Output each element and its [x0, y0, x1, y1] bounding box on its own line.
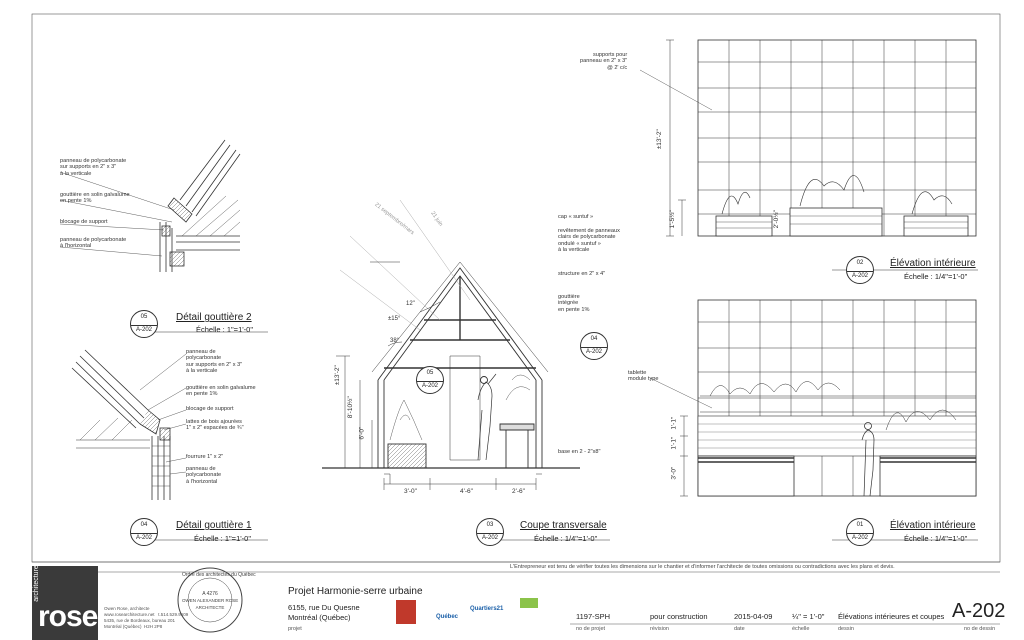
title-elev2: Élévation intérieure	[890, 258, 976, 269]
seal-number: A 4276	[202, 591, 218, 597]
dim-elev2-planter: 1'-5½"	[668, 210, 676, 229]
note-gutter2-blocking: blocage de support	[60, 219, 108, 225]
sheet-number: A-202	[952, 600, 1006, 622]
sun-label-solstice: 21 juin	[429, 210, 444, 228]
note-gutter2-flashing: gouttière en solin galvalume en pente 1%	[60, 192, 130, 205]
note-elev2-supports: supports pour panneau en 2" x 3" @ 2' c/c	[580, 52, 628, 71]
note-gutter1-flashing: gouttière en solin galvalume en pente 1%	[186, 385, 256, 398]
detail-bubble-04[interactable]: 04 A-202	[130, 518, 158, 546]
scale: ¼" = 1'-0"	[792, 612, 825, 621]
note-section-cladding: revêtement de panneaux clairs de polycarbonate ondulé « suntuf » à la verticale	[558, 228, 620, 254]
dim-section-door: 6'-0"	[358, 426, 366, 440]
dim-section-eave: 8'-10½"	[346, 396, 354, 419]
sheet-number-label: no de dessin	[964, 626, 996, 632]
firm-side: architecture	[32, 565, 40, 602]
firm-logo: rose	[38, 600, 98, 633]
dim-section-1: 3'-0"	[404, 488, 417, 495]
callout-bubble-05[interactable]: 05 A-202	[416, 366, 444, 394]
sponsor-quartiers21: Quartiers21	[470, 606, 504, 612]
project-label: projet	[288, 626, 302, 632]
note-section-gutter: gouttière intégrée en pente 1%	[558, 294, 590, 313]
note-gutter1-panel: panneau de polycarbonate sur supports en 2" x 3" à la verticale	[186, 349, 243, 375]
note-gutter1-horizontal: panneau de polycarbonate à l'horizontal	[186, 466, 222, 485]
dim-elev2-planter-2: 2'-0½"	[772, 210, 780, 229]
note-gutter2-panel: panneau de polycarbonate sur supports en 2" x 3" à la verticale	[60, 158, 127, 177]
title-detail-gutter-1: Détail gouttière 1	[176, 520, 252, 531]
date: 2015-04-09	[734, 612, 773, 621]
scale-detail-gutter-2: Échelle : 1"=1'-0"	[196, 325, 253, 334]
title-detail-gutter-2: Détail gouttière 2	[176, 312, 252, 323]
seal-role: ARCHITECTE	[195, 605, 225, 610]
firm-info: Owen Rose, architecte www.rosearchitecture.net t.514.529.9609 5435, rue de Bordeaux, bureau 201 Montréal (Québec) H2H 2P8	[104, 606, 189, 629]
scale-label: échelle	[792, 626, 810, 632]
detail-bubble-03[interactable]: 03 A-202	[476, 518, 504, 546]
project-address-2: Montréal (Québec)	[288, 613, 351, 622]
detail-bubble-02[interactable]: 02 A-202	[846, 256, 874, 284]
note-section-structure: structure en 2" x 4"	[558, 271, 606, 277]
detail-gutter-1	[72, 350, 186, 500]
title-section: Coupe transversale	[520, 520, 607, 531]
elevation-interior-2	[640, 40, 976, 236]
seal-name: OWEN ALEXANDER ROSE	[182, 598, 239, 603]
drawing-name: Élévations intérieures et coupes	[838, 612, 945, 621]
angle-section-2: 38°	[390, 338, 400, 344]
note-gutter2-horizontal: panneau de polycarbonate à l'horizontal	[60, 237, 127, 250]
elevation-interior-1	[650, 300, 976, 496]
note-gutter1-lattes: lattes de bois ajourées 1" x 2" espacées de ¾"	[186, 419, 244, 432]
note-section-base: base en 2 - 2"x8"	[558, 449, 601, 455]
seal-text: Ordre des architectes du Québec	[182, 572, 256, 578]
callout-bubble-04[interactable]: 04 A-202	[580, 332, 608, 360]
project-number: 1197-SPH	[576, 612, 611, 621]
detail-bubble-05[interactable]: 05 A-202	[130, 310, 158, 338]
dim-elev2-height: ±13'-2"	[655, 129, 663, 150]
angle-section-1: ±15°	[388, 316, 401, 322]
title-elev1: Élévation intérieure	[890, 520, 976, 531]
detail-bubble-01[interactable]: 01 A-202	[846, 518, 874, 546]
note-section-cap: cap « suntuf »	[558, 214, 594, 220]
revision: pour construction	[650, 612, 708, 621]
dim-elev1-1: 1'-1"	[670, 416, 678, 430]
note-gutter1-blocking: blocage de support	[186, 406, 234, 412]
section-cross	[322, 200, 580, 490]
dim-section-height: ±13'-2"	[333, 365, 341, 386]
drawing-label: dessin	[838, 626, 854, 632]
dim-elev1-2: 1'-1"	[670, 436, 678, 450]
scale-elev1: Échelle : 1/4"=1'-0"	[904, 534, 968, 543]
note-elev1-shelf: tablette module type	[628, 370, 659, 383]
sponsor-quebec: Québec	[436, 614, 459, 620]
date-label: date	[734, 626, 745, 632]
project-address-1: 6155, rue Du Quesne	[288, 603, 360, 612]
project-number-label: no de projet	[576, 626, 606, 632]
disclaimer: L'Entrepreneur est tenu de vérifier toutes les dimensions sur le chantier et d'informer l'architecte de toutes omissions ou contradictions avec les plans et devis.	[510, 564, 895, 570]
dim-elev1-3: 3'-0"	[670, 466, 678, 480]
scale-detail-gutter-1: Échelle : 1"=1'-0"	[194, 534, 251, 543]
angle-section-3: 12"	[406, 301, 415, 307]
sun-label-equinox: 21 septembre/mars	[373, 201, 416, 237]
dim-section-3: 2'-6"	[512, 488, 525, 495]
scale-elev2: Échelle : 1/4"=1'-0"	[904, 272, 968, 281]
project-name: Projet Harmonie-serre urbaine	[288, 586, 423, 597]
scale-section: Échelle : 1/4"=1'-0"	[534, 534, 598, 543]
revision-label: révision	[650, 626, 669, 632]
note-gutter1-furring: fourrure 1" x 2"	[186, 454, 224, 460]
dim-section-2: 4'-6"	[460, 488, 473, 495]
